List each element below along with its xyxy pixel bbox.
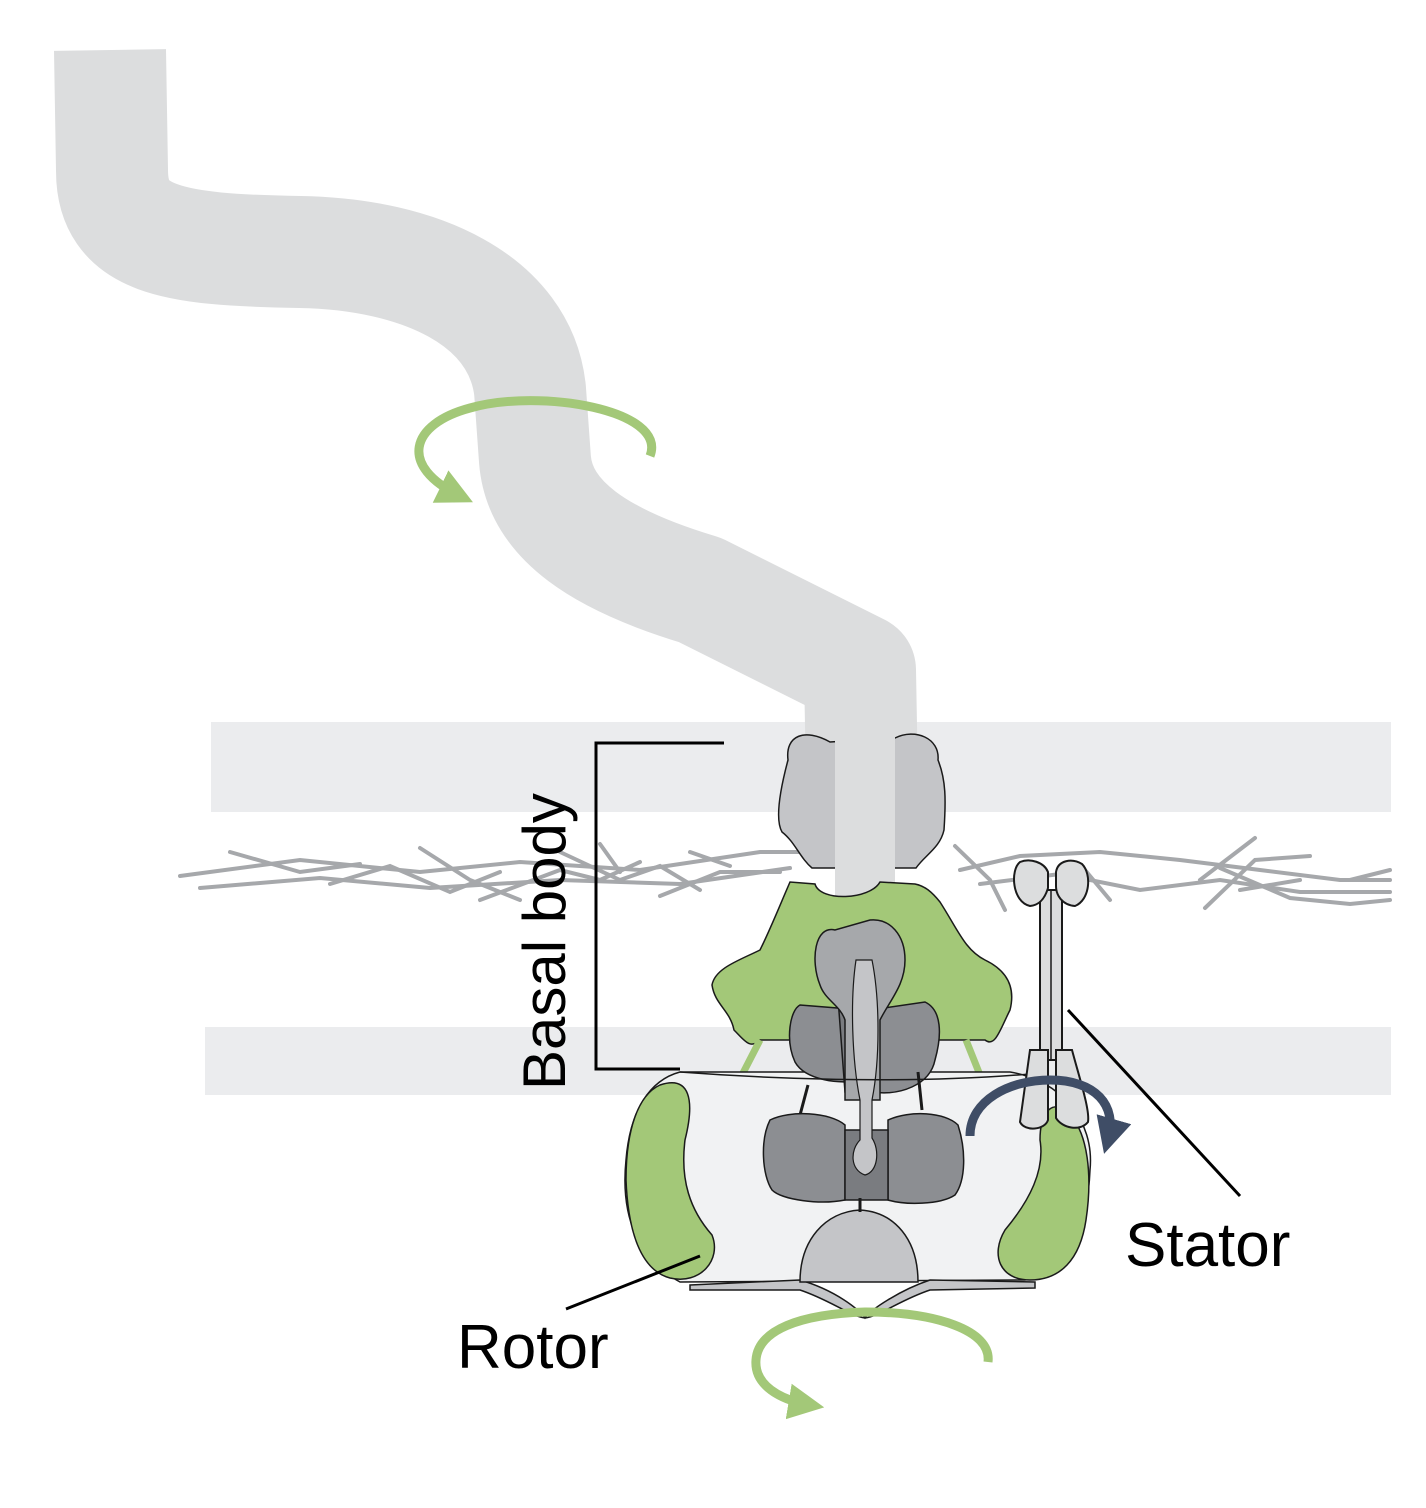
rotor-label: Rotor: [457, 1313, 609, 1382]
basal-body-label: Basal body: [511, 793, 578, 1090]
stator-label: Stator: [1125, 1211, 1291, 1280]
flagellar-filament: [110, 50, 862, 780]
rotor-rotation-arrow: [756, 1312, 988, 1405]
